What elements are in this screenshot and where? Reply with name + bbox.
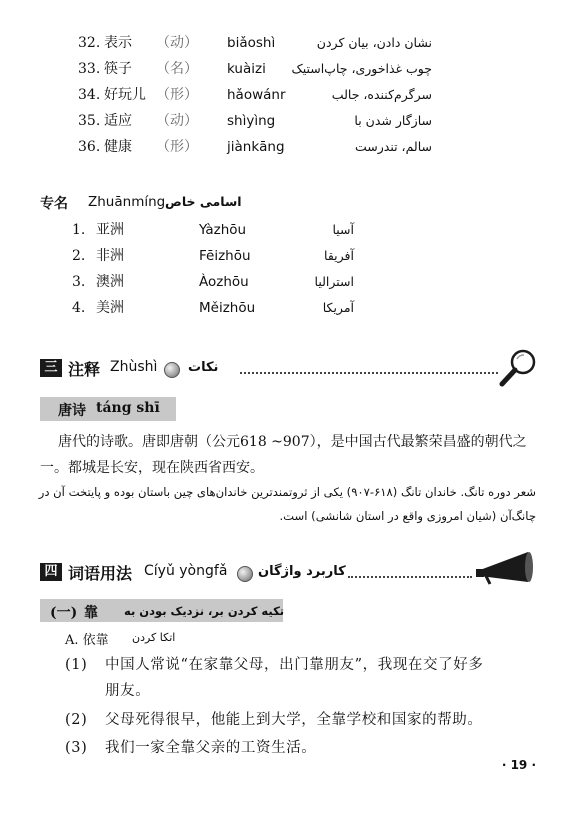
vocab-part-of-speech: （名） bbox=[156, 61, 198, 77]
example-2-number: (2) bbox=[65, 712, 88, 728]
notes-subheading-cn: 唐诗 bbox=[58, 403, 86, 419]
vocab-hanzi: 筷子 bbox=[104, 61, 132, 77]
vocab-row-34 bbox=[0, 83, 576, 107]
section-number-box: 三 bbox=[40, 359, 62, 377]
vocab-row-33 bbox=[0, 57, 576, 81]
vocab-part-of-speech: （形） bbox=[156, 139, 198, 155]
bullet-circle-icon bbox=[237, 566, 253, 582]
proper-hanzi: 亚洲 bbox=[96, 222, 124, 238]
dotted-leader bbox=[348, 576, 472, 578]
vocab-hanzi: 适应 bbox=[104, 113, 132, 129]
proper-nouns-title-persian: اسامی خاص bbox=[165, 194, 242, 209]
proper-persian: آمریکا bbox=[322, 300, 354, 315]
notes-persian-line-1: شعر دوره تانگ. خاندان تانگ (۶۱۸-۹۰۷) یکی از ثروتمندترین خاندان‌های چین باستان بوده و پایتخت آن در bbox=[38, 485, 536, 499]
proper-pinyin: Àozhōu bbox=[199, 274, 249, 290]
vocab-pinyin: shìyìng bbox=[227, 113, 276, 129]
proper-pinyin: Fēizhōu bbox=[199, 248, 251, 264]
vocab-number: 32. bbox=[78, 35, 101, 51]
proper-number: 1. bbox=[72, 222, 86, 238]
usage-title-cn: 词语用法 bbox=[68, 564, 133, 583]
notes-persian-line-2: چانگ‌آن (شیان امروزی واقع در استان شانشی) است. bbox=[279, 509, 536, 523]
vocab-pinyin: biǎoshì bbox=[227, 35, 276, 51]
proper-nouns-title-cn: 专名 bbox=[40, 196, 68, 212]
proper-hanzi: 澳洲 bbox=[96, 274, 124, 290]
vocab-hanzi: 健康 bbox=[104, 139, 132, 155]
usage-subheading-cn: 靠 bbox=[84, 605, 98, 621]
vocab-persian: سرگرم‌کننده، جالب bbox=[331, 87, 432, 102]
usage-title-persian: کاربرد واژگان bbox=[258, 564, 346, 579]
vocab-part-of-speech: （动） bbox=[156, 35, 198, 51]
vocab-part-of-speech: （形） bbox=[156, 87, 198, 103]
vocab-pinyin: kuàizi bbox=[227, 61, 266, 77]
proper-pinyin: Měizhōu bbox=[199, 300, 256, 316]
bullet-circle-icon bbox=[164, 362, 180, 378]
section-number-box: 四 bbox=[40, 563, 62, 581]
vocab-persian: چوب غذاخوری، چاپ‌استیک bbox=[291, 61, 432, 76]
magnifier-icon bbox=[498, 346, 540, 388]
proper-hanzi: 美洲 bbox=[96, 300, 124, 316]
vocab-hanzi: 好玩儿 bbox=[104, 87, 146, 103]
megaphone-icon bbox=[474, 548, 540, 586]
usage-subheading-number: (一) bbox=[50, 605, 78, 621]
notes-chinese-line-1: 唐代的诗歌。唐即唐朝（公元618 ~907），是中国古代最繁荣昌盛的朝代之 bbox=[58, 434, 527, 450]
proper-number: 4. bbox=[72, 300, 86, 316]
vocab-number: 35. bbox=[78, 113, 101, 129]
notes-title-persian: نکات bbox=[188, 360, 219, 375]
proper-pinyin: Yàzhōu bbox=[199, 222, 247, 238]
usage-title-pinyin: Cíyǔ yòngfǎ bbox=[144, 563, 228, 579]
example-1-line-2: 朋友。 bbox=[105, 683, 151, 699]
example-3-number: (3) bbox=[65, 740, 88, 756]
notes-chinese-line-2: 一。都城是长安，现在陕西省西安。 bbox=[40, 460, 264, 476]
proper-hanzi: 非洲 bbox=[96, 248, 124, 264]
proper-nouns-title-pinyin: Zhuānmíng bbox=[88, 194, 166, 210]
proper-row-1 bbox=[0, 218, 576, 242]
notes-title-pinyin: Zhùshì bbox=[110, 359, 158, 375]
dotted-leader bbox=[240, 372, 498, 374]
usage-a-persian: اتکا کردن bbox=[132, 631, 176, 644]
vocab-part-of-speech: （动） bbox=[156, 113, 198, 129]
vocab-pinyin: hǎowánr bbox=[227, 87, 286, 103]
vocab-number: 34. bbox=[78, 87, 101, 103]
proper-row-3 bbox=[0, 270, 576, 294]
vocab-persian: سازگار شدن با bbox=[354, 113, 432, 128]
proper-number: 3. bbox=[72, 274, 86, 290]
proper-row-2 bbox=[0, 244, 576, 268]
page-number: · 19 · bbox=[501, 758, 536, 772]
vocab-persian: نشان دادن، بیان کردن bbox=[316, 35, 432, 50]
vocab-hanzi: 表示 bbox=[104, 35, 132, 51]
proper-number: 2. bbox=[72, 248, 86, 264]
notes-subheading-pinyin: táng shī bbox=[96, 400, 160, 416]
proper-persian: آسیا bbox=[332, 222, 354, 237]
usage-a-label: A. 依靠 bbox=[65, 633, 109, 648]
proper-persian: استرالیا bbox=[314, 274, 354, 289]
vocab-persian: سالم، تندرست bbox=[354, 139, 432, 154]
vocab-row-36 bbox=[0, 135, 576, 159]
proper-persian: آفریقا bbox=[324, 248, 354, 263]
example-1-number: (1) bbox=[65, 657, 88, 673]
example-2-text: 父母死得很早，他能上到大学，全靠学校和国家的帮助。 bbox=[105, 712, 483, 728]
notes-title-cn: 注释 bbox=[68, 360, 101, 379]
vocab-row-32 bbox=[0, 31, 576, 55]
vocab-row-35 bbox=[0, 109, 576, 133]
vocab-pinyin: jiànkāng bbox=[227, 139, 285, 155]
example-3-text: 我们一家全靠父亲的工资生活。 bbox=[105, 740, 317, 756]
proper-row-4 bbox=[0, 296, 576, 320]
usage-subheading-persian: تکیه کردن بر، نزدیک بودن به bbox=[124, 604, 285, 618]
vocab-number: 33. bbox=[78, 61, 101, 77]
example-1-line-1: 中国人常说“在家靠父母，出门靠朋友”，我现在交了好多 bbox=[105, 657, 484, 673]
vocab-number: 36. bbox=[78, 139, 101, 155]
